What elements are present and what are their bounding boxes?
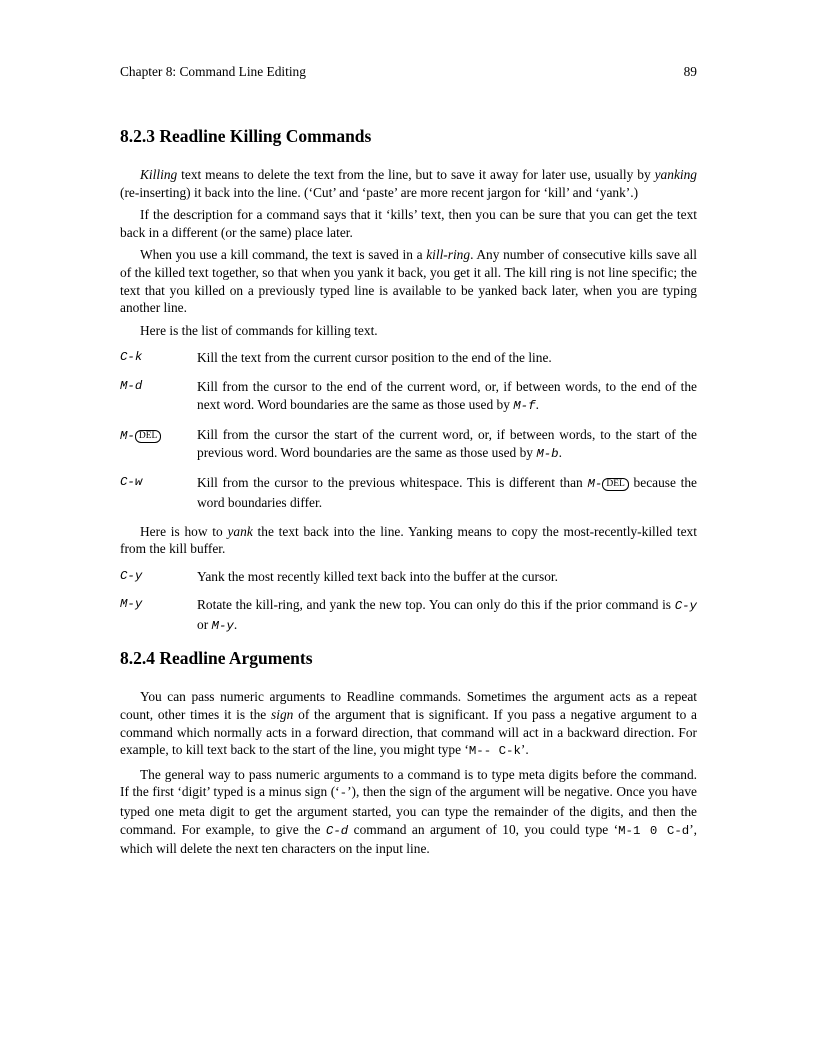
yank-command-list xyxy=(120,568,697,636)
list-item xyxy=(120,474,697,511)
paragraph-arguments-intro: You can pass numeric arguments to Readline commands. Sometimes the argument acts as a repeat count, other times it is the sign of the argument that is significant. If you pass a negative argument to a command which normally acts in a forward direction, that command will act in a backward direction. For example, to kill text back to the start of the line, you might type ‘M-- C-k’. xyxy=(120,689,697,759)
list-item xyxy=(120,426,697,463)
paragraph-kills-description: If the description for a command says that it ‘kills’ text, then you can be sure that you can get the text back in a different (or the same) place later. xyxy=(120,207,697,240)
command-key: C-w xyxy=(120,475,143,490)
page-number: 89 xyxy=(683,64,697,79)
page-body xyxy=(120,124,697,858)
kill-command-list xyxy=(120,349,697,511)
command-key: C-y xyxy=(120,568,143,583)
paragraph-meta-digits: The general way to pass numeric arguments to a command is to type meta digits before the command. If the first ‘digit’ typed is a minus sign (‘-’), then the sign of the argument will be negative. Once you have typed one meta digit to get the argument started, you can type the remainder of the digits, and then the command. For example, to give the C-d command an argument of 10, you could type ‘M-1 0 C-d’, which will delete the next ten characters on the input line. xyxy=(120,766,698,857)
emphasis: kill-ring xyxy=(426,247,471,263)
command-reference: M-b xyxy=(536,446,559,461)
code-sample: - xyxy=(339,786,348,801)
list-item xyxy=(120,378,697,415)
command-reference: C-y xyxy=(674,599,697,614)
command-description: Rotate the kill-ring, and yank the new top. You can only do this if the prior command is C-y or M-y. xyxy=(197,597,697,633)
list-item xyxy=(120,349,697,367)
list-item xyxy=(120,596,697,635)
paragraph-kill-ring: When you use a kill command, the text is saved in a kill-ring. Any number of consecutive kills save all of the killed text together, so that when you yank it back, you get it all. The kill ring is not line specific; the text that you killed on a previously typed line is available to be yanked back later, when you are typing another line. xyxy=(120,247,697,316)
command-description: Kill from the cursor the start of the current word, or, if between words, to the start of the previous word. Word boundaries are the same as those used by M-b. xyxy=(197,427,697,461)
command-reference: C-d xyxy=(325,823,349,838)
del-key-glyph: DEL xyxy=(135,430,161,443)
running-header xyxy=(120,63,697,81)
emphasis: yanking xyxy=(654,167,697,182)
command-description: Kill the text from the current cursor position to the end of the line. xyxy=(197,350,552,366)
command-key: M-d xyxy=(120,378,143,393)
command-reference: M-f xyxy=(513,398,536,413)
command-key: C-k xyxy=(120,350,143,365)
command-reference: M-y xyxy=(211,618,234,633)
list-item xyxy=(120,568,697,586)
command-description: Yank the most recently killed text back into the buffer at the cursor. xyxy=(197,568,558,584)
command-key: M- DEL xyxy=(120,426,197,463)
command-description: Kill from the cursor to the previous whitespace. This is different than M- DEL because the word boundaries differ. xyxy=(197,475,698,510)
emphasis: Killing xyxy=(140,167,178,182)
paragraph-yank-intro: Here is how to yank the text back into the line. Yanking means to copy the most-recently-killed text from the kill buffer. xyxy=(120,523,697,557)
command-key: M-y xyxy=(120,597,143,612)
emphasis: yank xyxy=(227,523,253,539)
emphasis: sign xyxy=(271,707,294,723)
del-key-glyph: DEL xyxy=(602,478,628,491)
section-heading-arguments: 8.2.4 Readline Arguments xyxy=(120,648,313,669)
paragraph-list-intro: Here is the list of commands for killing text. xyxy=(140,322,378,338)
section-heading-killing: 8.2.3 Readline Killing Commands xyxy=(120,126,372,146)
chapter-title: Chapter 8: Command Line Editing xyxy=(120,64,306,79)
command-description: Kill from the cursor to the end of the current word, or, if between words, to the end of the next word. Word boundaries are the same as those used by M-f. xyxy=(197,378,697,413)
code-sample: M-- C-k xyxy=(468,744,521,759)
code-sample: M-1 0 C-d xyxy=(618,823,690,838)
paragraph-killing-intro: Killing text means to delete the text from the line, but to save it away for later use, usually by yanking (re-inserting) it back into the line. (‘Cut’ and ‘paste’ are more recent jargon for ‘kill’ and ‘yank’.) xyxy=(120,167,697,200)
